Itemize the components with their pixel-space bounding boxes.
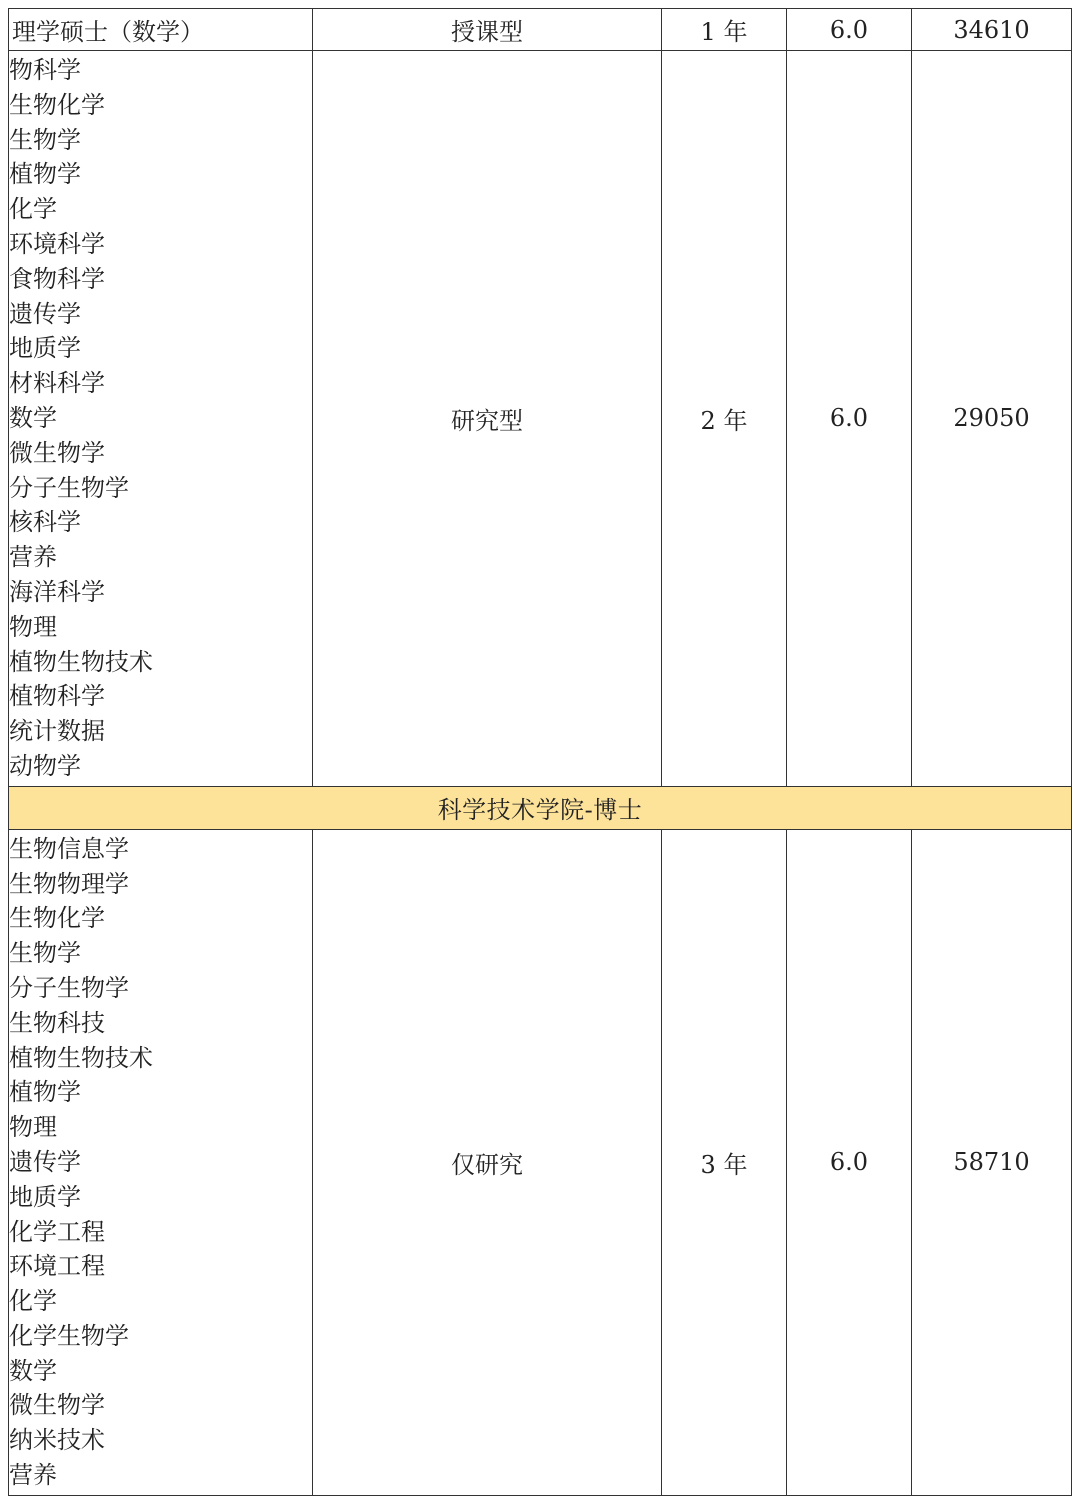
table-row-masters-math	[9, 9, 1072, 51]
subject-item: 物科学	[9, 56, 81, 84]
fee-cell: 34610	[912, 9, 1072, 51]
table-row-masters-research	[9, 51, 1072, 787]
subject-item: 生物科技	[9, 1008, 105, 1037]
subject-item: 统计数据	[9, 717, 105, 746]
subject-item: 生物信息学	[9, 834, 129, 863]
score-cell: 6.0	[787, 51, 912, 787]
subject-list	[9, 53, 312, 784]
subject-item: 化学	[9, 1287, 57, 1316]
subject-item: 化学	[9, 195, 57, 224]
subject-item: 生物学	[9, 939, 81, 968]
table-row-phd	[9, 829, 1072, 1495]
subject-item: 物理	[9, 1113, 57, 1142]
subject-list	[9, 832, 312, 1493]
section-title: 科学技术学院-博士	[437, 796, 643, 825]
subject-item: 海洋科学	[9, 577, 105, 606]
subject-item: 植物科学	[9, 682, 105, 711]
subject-item: 植物学	[9, 1078, 81, 1107]
program-type-cell: 研究型	[313, 51, 662, 787]
subject-item: 生物学	[9, 125, 81, 154]
program-table	[8, 8, 1072, 1496]
subject-item: 环境工程	[9, 1252, 105, 1281]
fee-cell: 58710	[912, 829, 1072, 1495]
duration-cell: 1 年	[662, 9, 787, 51]
subject-item: 数学	[9, 403, 57, 432]
duration-cell: 2 年	[662, 51, 787, 787]
subject-list-cell	[9, 829, 313, 1495]
score-cell: 6.0	[787, 829, 912, 1495]
subject-item: 数学	[9, 1356, 57, 1385]
subject-item: 生物化学	[9, 90, 105, 119]
subject-item: 营养	[9, 1461, 57, 1490]
subject-item: 物理	[9, 612, 57, 641]
subject-item: 遗传学	[9, 1147, 81, 1176]
subject-item: 微生物学	[9, 1391, 105, 1420]
subject-item: 环境科学	[9, 229, 105, 258]
subject-item: 植物生物技术	[9, 1043, 153, 1072]
duration-cell: 3 年	[662, 829, 787, 1495]
section-header	[9, 786, 1072, 829]
subject-item: 食物科学	[9, 264, 105, 293]
subject-item: 生物物理学	[9, 869, 129, 898]
subject-item: 营养	[9, 543, 57, 572]
subject-item: 遗传学	[9, 299, 81, 328]
fee-cell: 29050	[912, 51, 1072, 787]
subject-item: 地质学	[9, 1182, 81, 1211]
subject-list-cell	[9, 51, 313, 787]
subject-item: 生物化学	[9, 904, 105, 933]
subject-item: 微生物学	[9, 438, 105, 467]
subject-cell: 理学硕士（数学）	[9, 9, 313, 51]
subject-item: 分子生物学	[9, 473, 129, 502]
subject-item: 动物学	[9, 751, 81, 780]
subject-item: 纳米技术	[9, 1426, 105, 1455]
subject-item: 植物学	[9, 160, 81, 189]
section-header-row	[9, 786, 1072, 829]
subject-item: 植物生物技术	[9, 647, 153, 676]
subject-item: 分子生物学	[9, 973, 129, 1002]
program-type-cell: 授课型	[313, 9, 662, 51]
program-type-cell: 仅研究	[313, 829, 662, 1495]
score-cell: 6.0	[787, 9, 912, 51]
subject-item: 化学生物学	[9, 1321, 129, 1350]
subject-item: 核科学	[9, 508, 81, 537]
subject-item: 化学工程	[9, 1217, 105, 1246]
subject-item: 地质学	[9, 334, 81, 363]
subject-item: 材料科学	[9, 369, 105, 398]
